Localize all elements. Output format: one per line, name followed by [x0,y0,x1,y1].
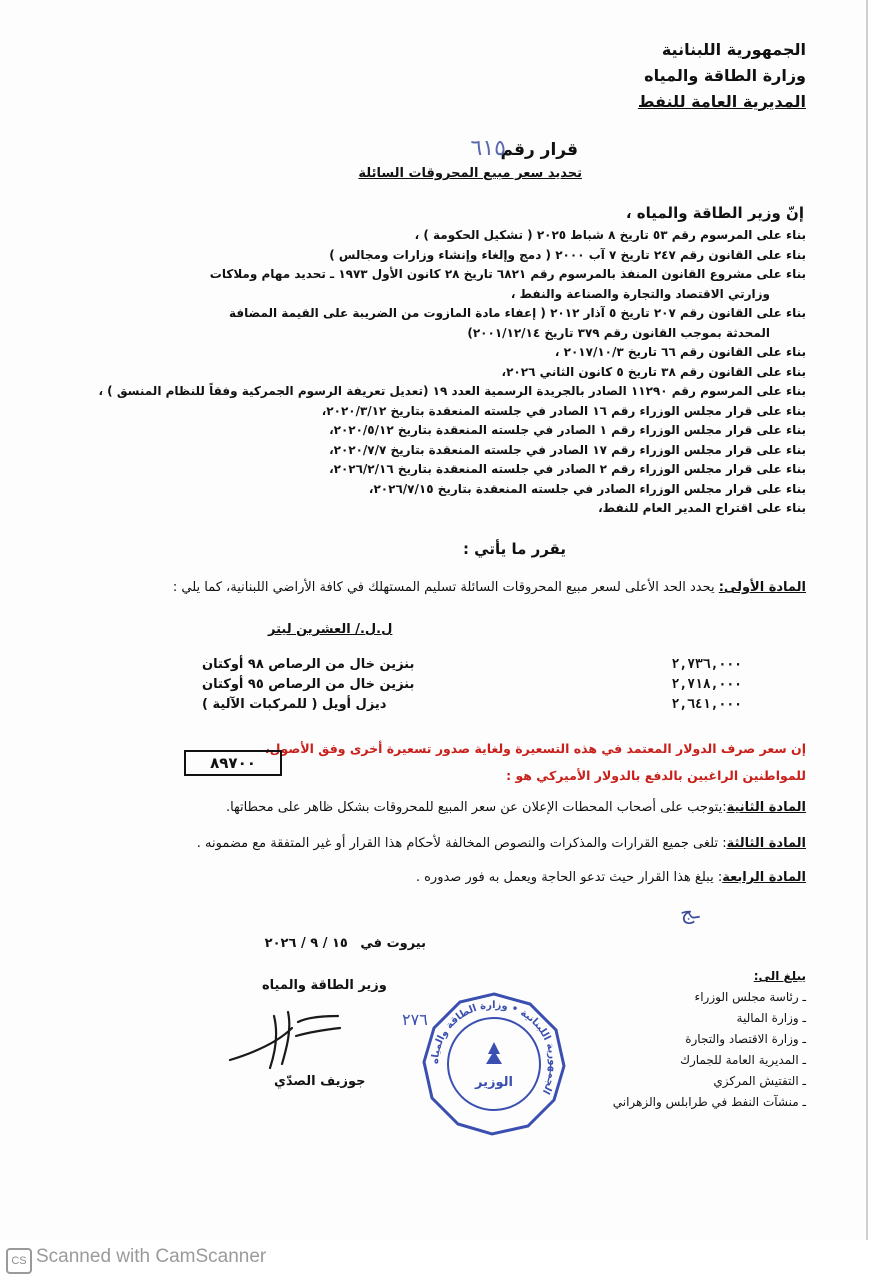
preamble-line: بناء على قرار مجلس الوزراء رقم ١ الصادر في جلسته المنعقدة بتاريخ ٢٠٢٠/٥/١٢، [329,423,806,437]
header-country: الجمهورية اللبنانية [661,40,806,59]
header-ministry: وزارة الطاقة والمياه [644,66,806,85]
cc-item: ـ التفتيش المركزي [713,1074,806,1088]
preamble-line: بناء على القانون رقم ٦٦ تاريخ ٢٠١٧/١٠/٣ ، [554,345,806,359]
fuel-price: ٢,٦٤١,٠٠٠ [671,696,742,712]
preamble-heading: إنّ وزير الطاقة والمياه ، [625,204,804,222]
fuel-product: ديزل أويل ( للمركبات الآلية ) [202,696,387,712]
preamble-line: بناء على اقتراح المدير العام للنفط، [598,501,806,515]
article-4-text: : يبلغ هذا القرار حيث تدعو الحاجة ويعمل به فور صدوره . [415,870,723,885]
preamble-list [98,226,806,519]
stamp-handwritten-number: ٢٧٦ [402,1010,428,1029]
cc-item: ـ المديرية العامة للجمارك [680,1053,806,1067]
dollar-note-line: للمواطنين الراغبين بالدفع بالدولار الأميركي هو : [506,768,806,783]
cc-item: ـ رئاسة مجلس الوزراء [694,990,806,1004]
header-directorate: المديرية العامة للنفط [637,92,806,111]
article-1 [173,580,806,595]
article-2 [226,800,806,815]
handwritten-initial: ـج [678,898,701,926]
fuel-row [202,654,742,674]
decision-number: ٦١٥ [470,136,506,161]
fuel-price: ٢,٧٣٦,٠٠٠ [671,656,742,672]
decision-subject: تحديد سعر مبيع المحروقات السائلة [358,166,582,181]
fuel-row [202,674,742,694]
fuel-product: بنزين خال من الرصاص ٩٨ أوكتان [202,656,415,672]
place-date [265,936,426,951]
preamble-line: بناء على قرار مجلس الوزراء رقم ٢ الصادر في جلسته المنعقدة بتاريخ ٢٠٢٦/٢/١٦، [329,462,806,476]
cc-item: ـ وزارة المالية [736,1011,806,1025]
fuel-row [202,694,742,714]
article-4 [416,870,806,885]
preamble-line: بناء على القانون رقم ٢٤٧ تاريخ ٧ آب ٢٠٠٠ ( دمج وإلغاء وإنشاء وزارات ومجالس ) [329,247,806,262]
date: ١٥ / ٩ / ٢٠٢٦ [264,936,348,951]
fuel-price: ٢,٧١٨,٠٠٠ [671,676,742,692]
preamble-line: بناء على مشروع القانون المنفذ بالمرسوم رقم ٦٨٢١ تاريخ ٢٨ كانون الأول ١٩٧٣ ـ تحديد مهام وملاكات [209,267,806,281]
article-3-label: المادة الثالثة [726,836,806,851]
article-3 [197,836,806,851]
article-2-label: المادة الثانية [726,800,806,815]
price-unit-header: ل.ل./ العشرين ليتر [268,622,393,637]
dollar-note-line: إن سعر صرف الدولار المعتمد في هذه التسعيرة ولغاية صدور تسعيرة أخرى وفق الأصول، [264,741,806,756]
dollar-rate-note [265,735,806,789]
preamble-line: بناء على قرار مجلس الوزراء رقم ١٦ الصادر في جلسته المنعقدة بتاريخ ٢٠٢٠/٣/١٢، [321,403,806,418]
preamble-line: المحدثة بموجب القانون رقم ٣٧٩ تاريخ ٢٠٠١/١٢/١٤) [467,325,770,340]
article-2-text: :يتوجب على أصحاب المحطات الإعلان عن سعر المبيع للمحروقات بشكل ظاهر على محطاتها. [225,800,727,815]
preamble-line: بناء على قرار مجلس الوزراء رقم ١٧ الصادر في جلسته المنعقدة بتاريخ ٢٠٢٠/٧/٧، [329,442,806,457]
preamble-line: بناء على المرسوم رقم ١١٢٩٠ الصادر بالجريدة الرسمية العدد ١٩ (تعديل تعريفة الرسوم الجمركية وفقاً للنظام المنسق ) ، [98,384,806,398]
scanner-watermark: Scanned with CamScanner [36,1246,267,1267]
place: بيروت في [360,936,426,951]
dollar-rate-box: ٨٩٧٠٠ [184,750,282,776]
stamp-ring-text: الجمهورية اللبنانية • وزارة الطاقة والمياه [429,999,559,1096]
preamble-line: بناء على القانون رقم ٢٠٧ تاريخ ٥ آذار ٢٠١٢ ( إعفاء مادة المازوت من الضريبة على القيمة المضافة [228,306,806,320]
cc-item: ـ منشآت النفط في طرابلس والزهراني [612,1095,806,1109]
cc-list [613,966,806,1113]
signature [226,1006,344,1070]
camscanner-icon: CS [6,1248,32,1274]
ministry-stamp [420,990,568,1138]
preamble-line: بناء على المرسوم رقم ٥٣ تاريخ ٨ شباط ٢٠٢٥ ( تشكيل الحكومة ) ، [414,228,806,242]
preamble-line: وزارتي الاقتصاد والتجارة والصناعة والنفط ، [510,286,770,301]
article-3-text: : تلغى جميع القرارات والمذكرات والنصوص المخالفة لأحكام هذا القرار أو غير المتفقة مع مضمونه . [196,836,727,851]
article-1-text: يحدد الحد الأعلى لسعر مبيع المحروقات السائلة تسليم المستهلك في كافة الأراضي اللبنانية، كما يلي : [172,580,719,595]
cc-item: ـ وزارة الاقتصاد والتجارة [685,1032,806,1046]
decides-heading: يقرر ما يأتي : [462,540,566,558]
article-1-label: المادة الأولى: [718,580,806,595]
stamp-center-text: الوزير [475,1075,513,1090]
fuel-price-table [202,654,742,714]
fuel-product: بنزين خال من الرصاص ٩٥ أوكتان [202,676,415,692]
minister-title: وزير الطاقة والمياه [262,978,387,993]
article-4-label: المادة الرابعة [722,870,806,885]
decision-title: قرار رقم [500,140,578,160]
preamble-line: بناء على قرار مجلس الوزراء الصادر في جلسته المنعقدة بتاريخ ٢٠٢٦/٧/١٥، [368,481,806,496]
minister-name: جوزيف الصدّي [274,1074,366,1089]
preamble-line: بناء على القانون رقم ٣٨ تاريخ ٥ كانون الثاني ٢٠٢٦، [501,364,806,379]
cc-title: يبلغ الى: [753,969,806,983]
